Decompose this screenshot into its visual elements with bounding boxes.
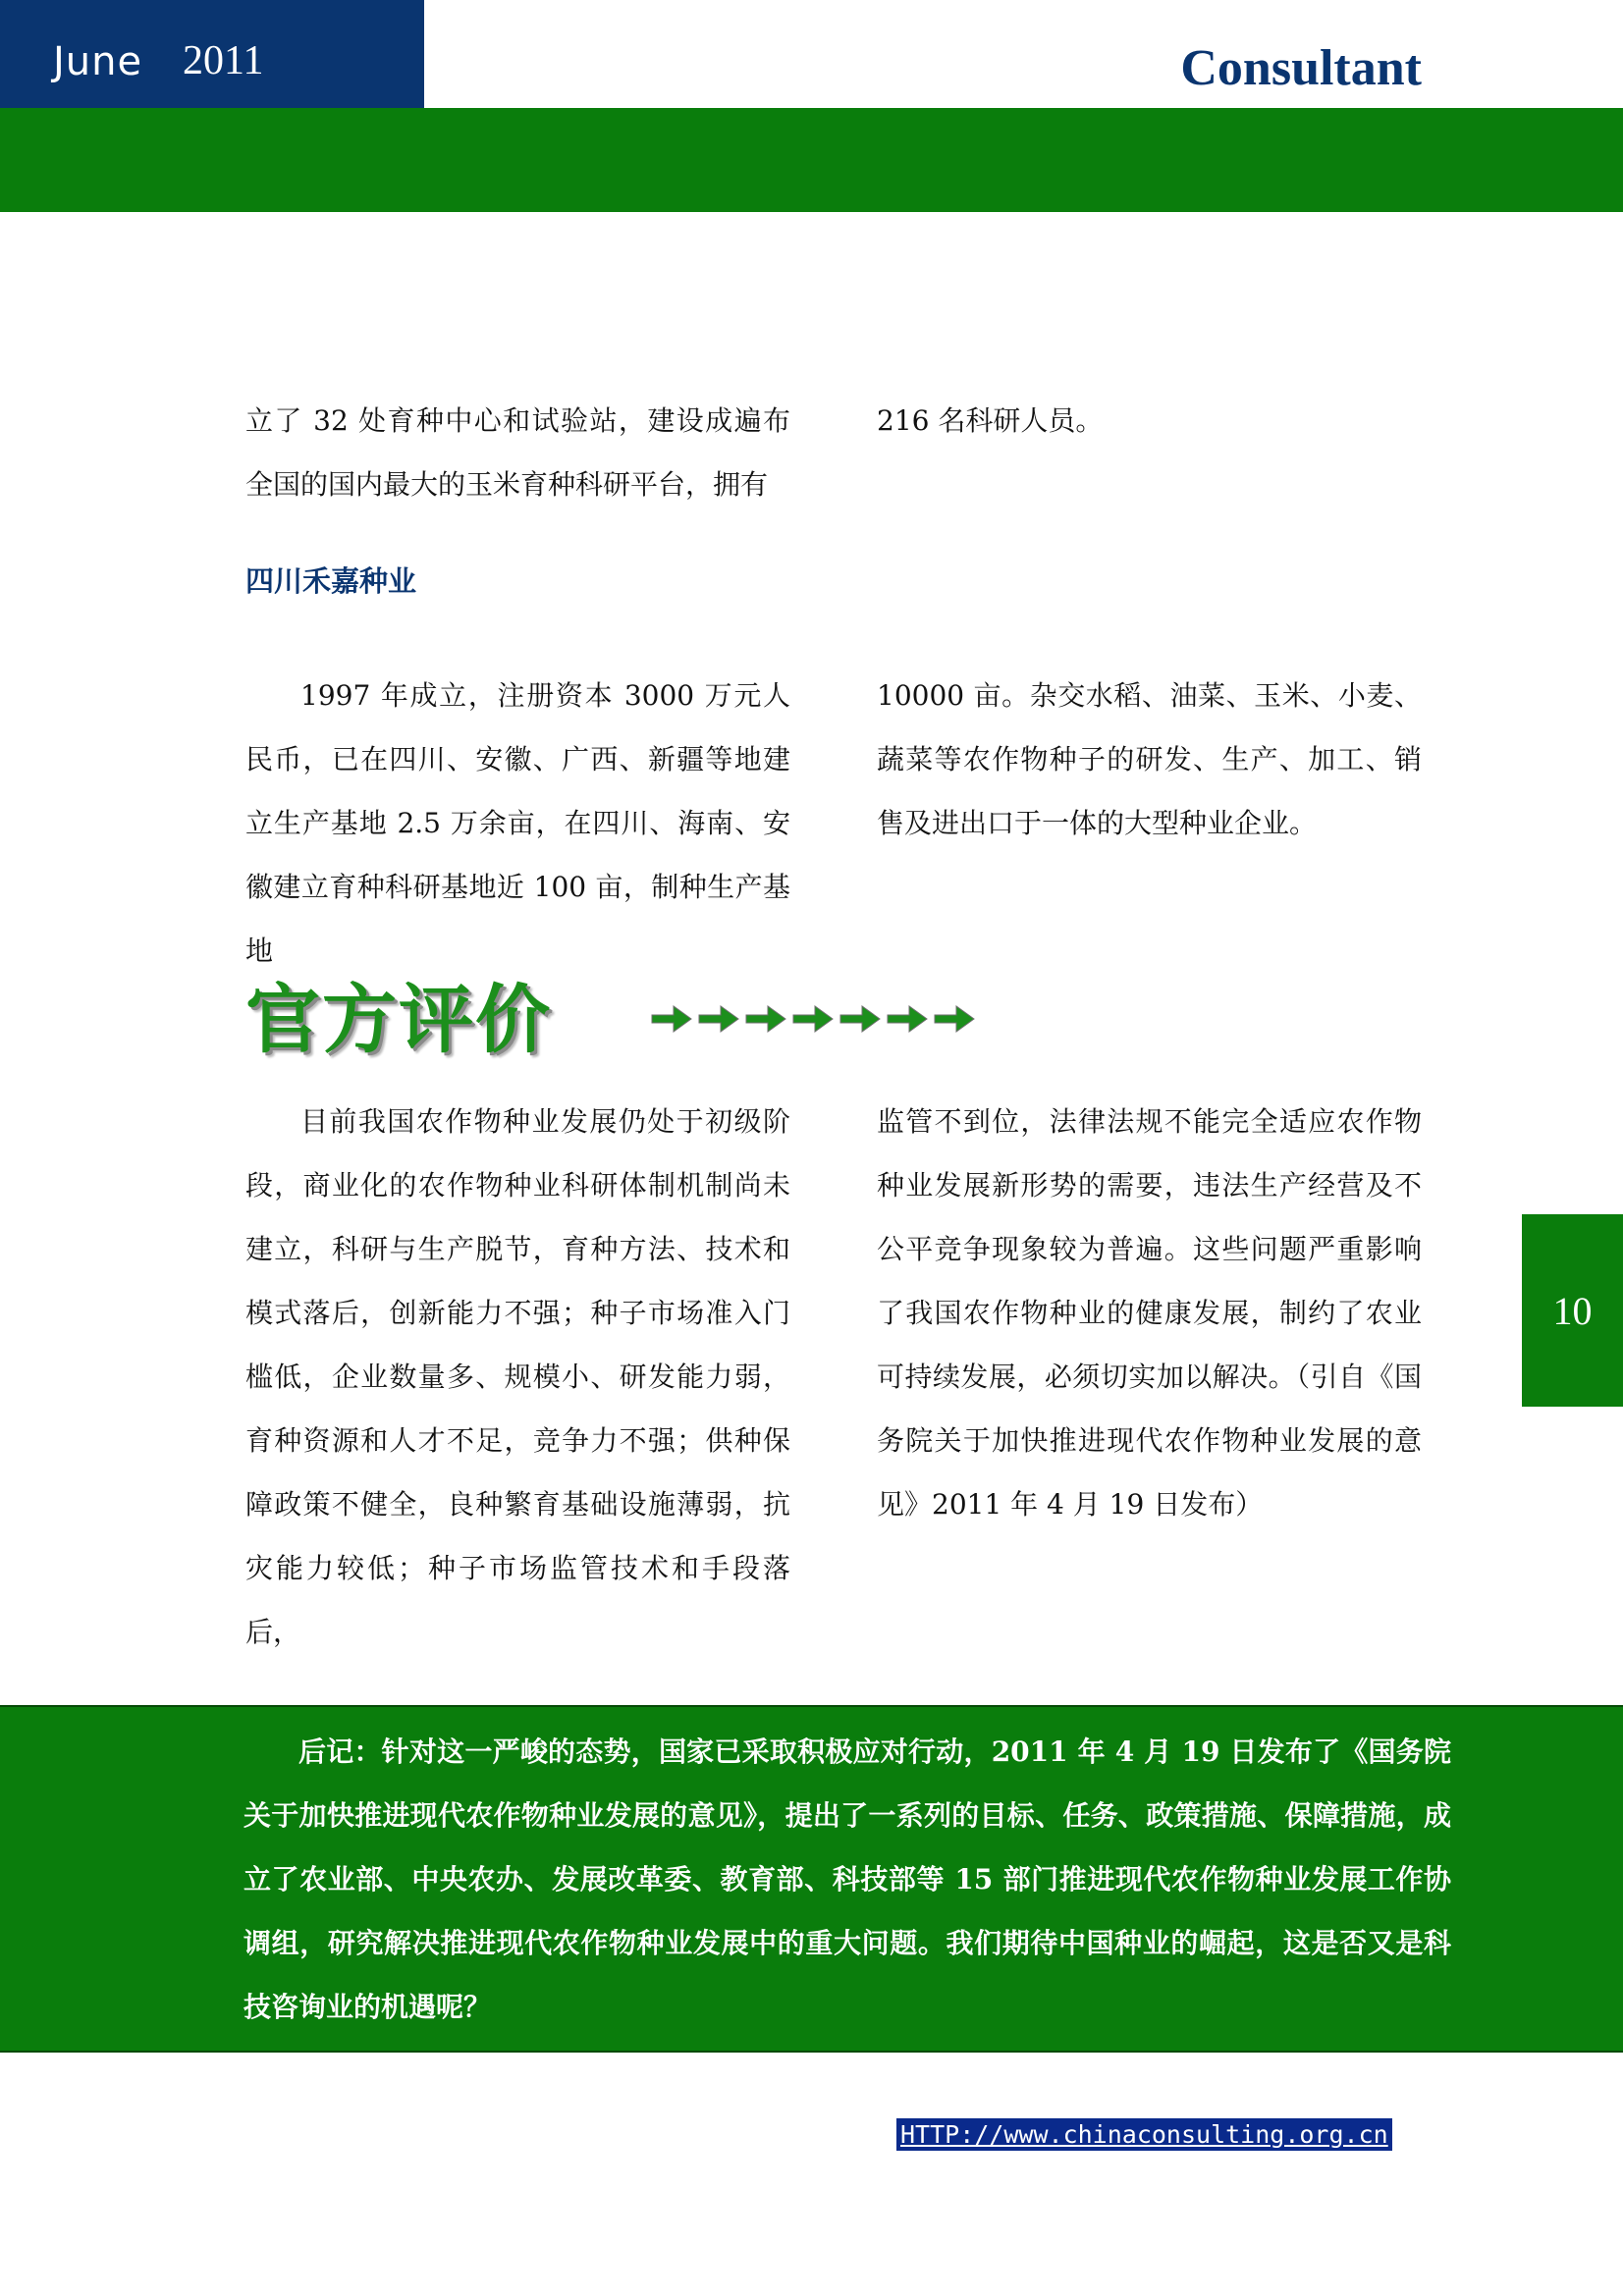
section1-right-text: 216 名科研人员。 (877, 404, 1104, 437)
section3-left-column (245, 1090, 790, 1664)
website-link[interactable]: HTTP://www.chinaconsulting.org.cn (896, 2118, 1392, 2151)
section1-left-text: 立了 32 处育种中心和试验站，建设成遍布全国的国内最大的玉米育种科研平台，拥有 (245, 404, 790, 501)
afterword-text: 后记：针对这一严峻的态势，国家已采取积极应对行动，2011 年 4 月 19 日发布了《国务院关于加快推进现代农作物种业发展的意见》，提出了一系列的目标、任务、政策措施、保障措施，成立了农业部、中央农办、发展改革委、教育部、科技部等 15 部门推进现代农作物种业发展工作协调组，研究解决推进现代农作物种业发展中的重大问题。我们期待中国种业的崛起，这是否又是科技咨询业的机遇呢？ (243, 1735, 1451, 2023)
section3-right-column (877, 1090, 1422, 1536)
section3-right-text: 监管不到位，法律法规不能完全适应农作物种业发展新形势的需要，违法生产经营及不公平竞争现象较为普遍。这些问题严重影响了我国农作物种业的健康发展，制约了农业可持续发展，必须切实加以解决。（引自《国务院关于加快推进现代农作物种业发展的意见》2011 年 4 月 19 日发布） (877, 1105, 1422, 1521)
section2-left-column (245, 664, 790, 983)
section2-right-text: 10000 亩。杂交水稻、油菜、玉米、小麦、蔬菜等农作物种子的研发、生产、加工、销售及进出口于一体的大型种业企业。 (877, 679, 1422, 839)
company-heading: 四川禾嘉种业 (245, 564, 417, 598)
section1-left-column (245, 389, 790, 516)
header-year: 2011 (183, 38, 264, 83)
section2-left-text: 1997 年成立，注册资本 3000 万元人民币，已在四川、安徽、广西、新疆等地建立生产基地 2.5 万余亩，在四川、海南、安徽建立育种科研基地近 100 亩，制种生产基地 (245, 679, 790, 967)
page-number: 10 (1522, 1214, 1623, 1407)
section-title: 官方评价 (245, 976, 552, 1063)
magazine-title: Consultant (1180, 40, 1422, 96)
right-arrow-icon (650, 999, 984, 1039)
section1-right-column (877, 389, 1422, 453)
section3-left-text: 目前我国农作物种业发展仍处于初级阶段，商业化的农作物种业科研体制机制尚未建立，科研与生产脱节，育种方法、技术和模式落后，创新能力不强；种子市场准入门槛低，企业数量多、规模小、研发能力弱，育种资源和人才不足，竞争力不强；供种保障政策不健全，良种繁育基础设施薄弱，抗灾能力较低；种子市场监管技术和手段落后， (245, 1105, 790, 1648)
header-green-band (0, 108, 1623, 212)
section2-right-column (877, 664, 1422, 855)
header-month: June (53, 39, 143, 84)
